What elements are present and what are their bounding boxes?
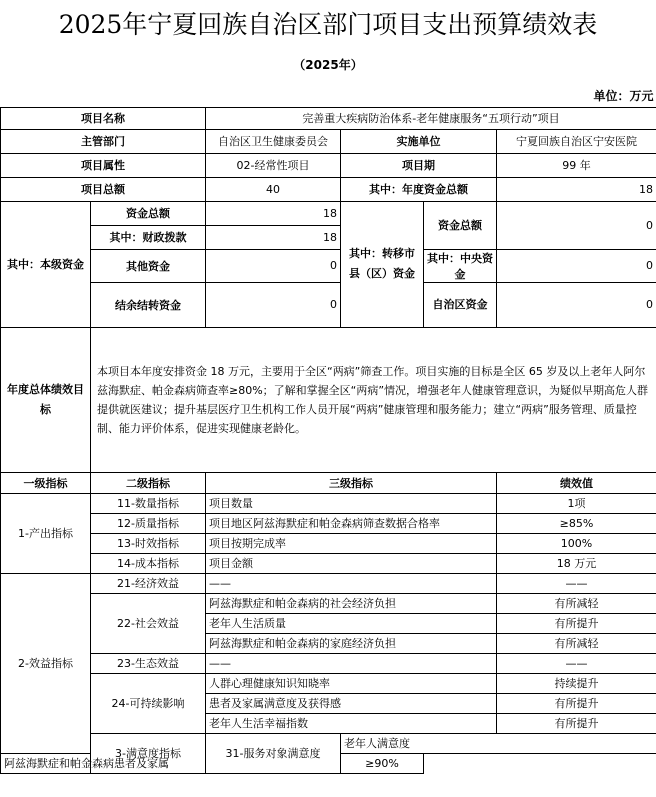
value-cell: —— <box>497 653 656 673</box>
header-level1: 一级指标 <box>1 472 91 493</box>
dept-value: 自治区卫生健康委员会 <box>206 129 341 153</box>
impl-unit-value: 宁夏回族自治区宁安医院 <box>497 129 656 153</box>
unit-label: 单位：万元 <box>1 85 656 107</box>
level2-cell: 12-质量指标 <box>91 513 206 533</box>
page-title: 2025年宁夏回族自治区部门项目支出预算绩效表 <box>58 10 598 39</box>
value-cell: —— <box>497 573 656 593</box>
project-name-label: 项目名称 <box>1 107 206 129</box>
value-cell: 18 万元 <box>497 553 656 573</box>
annual-goal-text: 本项目本年度安排资金 18 万元，主要用于全区“两病”筛查工作。项目实施的目标是全区 65 岁及以上老年人阿尔兹海默症、帕金森病筛查率≥80%；了解和掌握全区“两病”情况，增强老年人健康管理意识，为疑似早期高危人群提供就医建议；提升基层医疗卫生机构工作人员开展“两病”健康管理和服务能力；建立“两病”服务管理、质量控制、能力评价体系，促进实现健康老龄化。 <box>91 327 656 472</box>
level3-cell: 项目按期完成率 <box>206 533 497 553</box>
level3-cell: 患者及家属满意度及获得感 <box>206 693 497 713</box>
value-cell: 有所提升 <box>497 613 656 633</box>
level3-cell: 老年人生活质量 <box>206 613 497 633</box>
level3-cell: —— <box>206 653 497 673</box>
project-name-value: 完善重大疾病防治体系-老年健康服务“五项行动”项目 <box>206 107 656 129</box>
value-cell: ≥90% <box>341 753 424 773</box>
period-label: 项目期 <box>341 153 497 177</box>
attribute-value: 02-经常性项目 <box>206 153 341 177</box>
value-cell: 100% <box>497 533 656 553</box>
level3-cell: 阿兹海默症和帕金森病的家庭经济负担 <box>206 633 497 653</box>
level2-cell: 23-生态效益 <box>91 653 206 673</box>
level3-cell: 老年人满意度 <box>341 733 656 753</box>
impl-unit-label: 实施单位 <box>341 129 497 153</box>
carryover-label: 结余结转资金 <box>91 282 206 327</box>
period-value: 99 年 <box>497 153 656 177</box>
fund-total-value: 18 <box>206 201 341 225</box>
annual-total-label: 其中：年度资金总额 <box>341 177 497 201</box>
transfer-total-value: 0 <box>497 201 656 249</box>
other-value: 0 <box>206 249 341 282</box>
transfer-label: 其中：转移市县（区）资金 <box>341 201 424 327</box>
performance-table <box>0 85 656 774</box>
fiscal-value: 18 <box>206 225 341 249</box>
annual-goal-label: 年度总体绩效目标 <box>1 327 91 472</box>
value-cell: 有所提升 <box>497 713 656 733</box>
fiscal-label: 其中：财政拨款 <box>91 225 206 249</box>
transfer-total-label: 资金总额 <box>424 201 497 249</box>
header-level3: 三级指标 <box>206 472 497 493</box>
level3-cell: 老年人生活幸福指数 <box>206 713 497 733</box>
level3-cell: 项目数量 <box>206 493 497 513</box>
dept-label: 主管部门 <box>1 129 206 153</box>
level3-cell: —— <box>206 573 497 593</box>
year-label: （2025年） <box>293 58 363 72</box>
total-value: 40 <box>206 177 341 201</box>
value-cell: 有所提升 <box>497 693 656 713</box>
value-cell: ≥85% <box>497 513 656 533</box>
this-level-label: 其中：本级资金 <box>1 201 91 327</box>
fund-total-label: 资金总额 <box>91 201 206 225</box>
central-value: 0 <box>497 249 656 282</box>
annual-total-value: 18 <box>497 177 656 201</box>
level2-cell: 31-服务对象满意度 <box>206 733 341 773</box>
satisfaction-indicator-label: 3-满意度指标 <box>91 733 206 773</box>
carryover-value: 0 <box>206 282 341 327</box>
level3-cell: 阿兹海默症和帕金森病的社会经济负担 <box>206 593 497 613</box>
value-cell: 有所减轻 <box>497 633 656 653</box>
attribute-label: 项目属性 <box>1 153 206 177</box>
level2-cell: 21-经济效益 <box>91 573 206 593</box>
output-indicator-label: 1-产出指标 <box>1 493 91 573</box>
regional-label: 自治区资金 <box>424 282 497 327</box>
total-label: 项目总额 <box>1 177 206 201</box>
level3-cell: 项目地区阿兹海默症和帕金森病筛查数据合格率 <box>206 513 497 533</box>
effect-indicator-label: 2-效益指标 <box>1 573 91 753</box>
level2-cell: 13-时效指标 <box>91 533 206 553</box>
value-cell: 有所减轻 <box>497 593 656 613</box>
value-cell: 1项 <box>497 493 656 513</box>
level3-cell: 项目金额 <box>206 553 497 573</box>
value-cell: 持续提升 <box>497 673 656 693</box>
header-value: 绩效值 <box>497 472 656 493</box>
other-label: 其他资金 <box>91 249 206 282</box>
level2-cell: 14-成本指标 <box>91 553 206 573</box>
level3-cell: 人群心理健康知识知晓率 <box>206 673 497 693</box>
level2-cell: 11-数量指标 <box>91 493 206 513</box>
central-label: 其中：中央资金 <box>424 249 497 282</box>
level3-cell: 阿兹海默症和帕金森病患者及家属 <box>1 753 341 773</box>
header-level2: 二级指标 <box>91 472 206 493</box>
level2-cell: 22-社会效益 <box>91 593 206 653</box>
level2-cell: 24-可持续影响 <box>91 673 206 733</box>
regional-value: 0 <box>497 282 656 327</box>
